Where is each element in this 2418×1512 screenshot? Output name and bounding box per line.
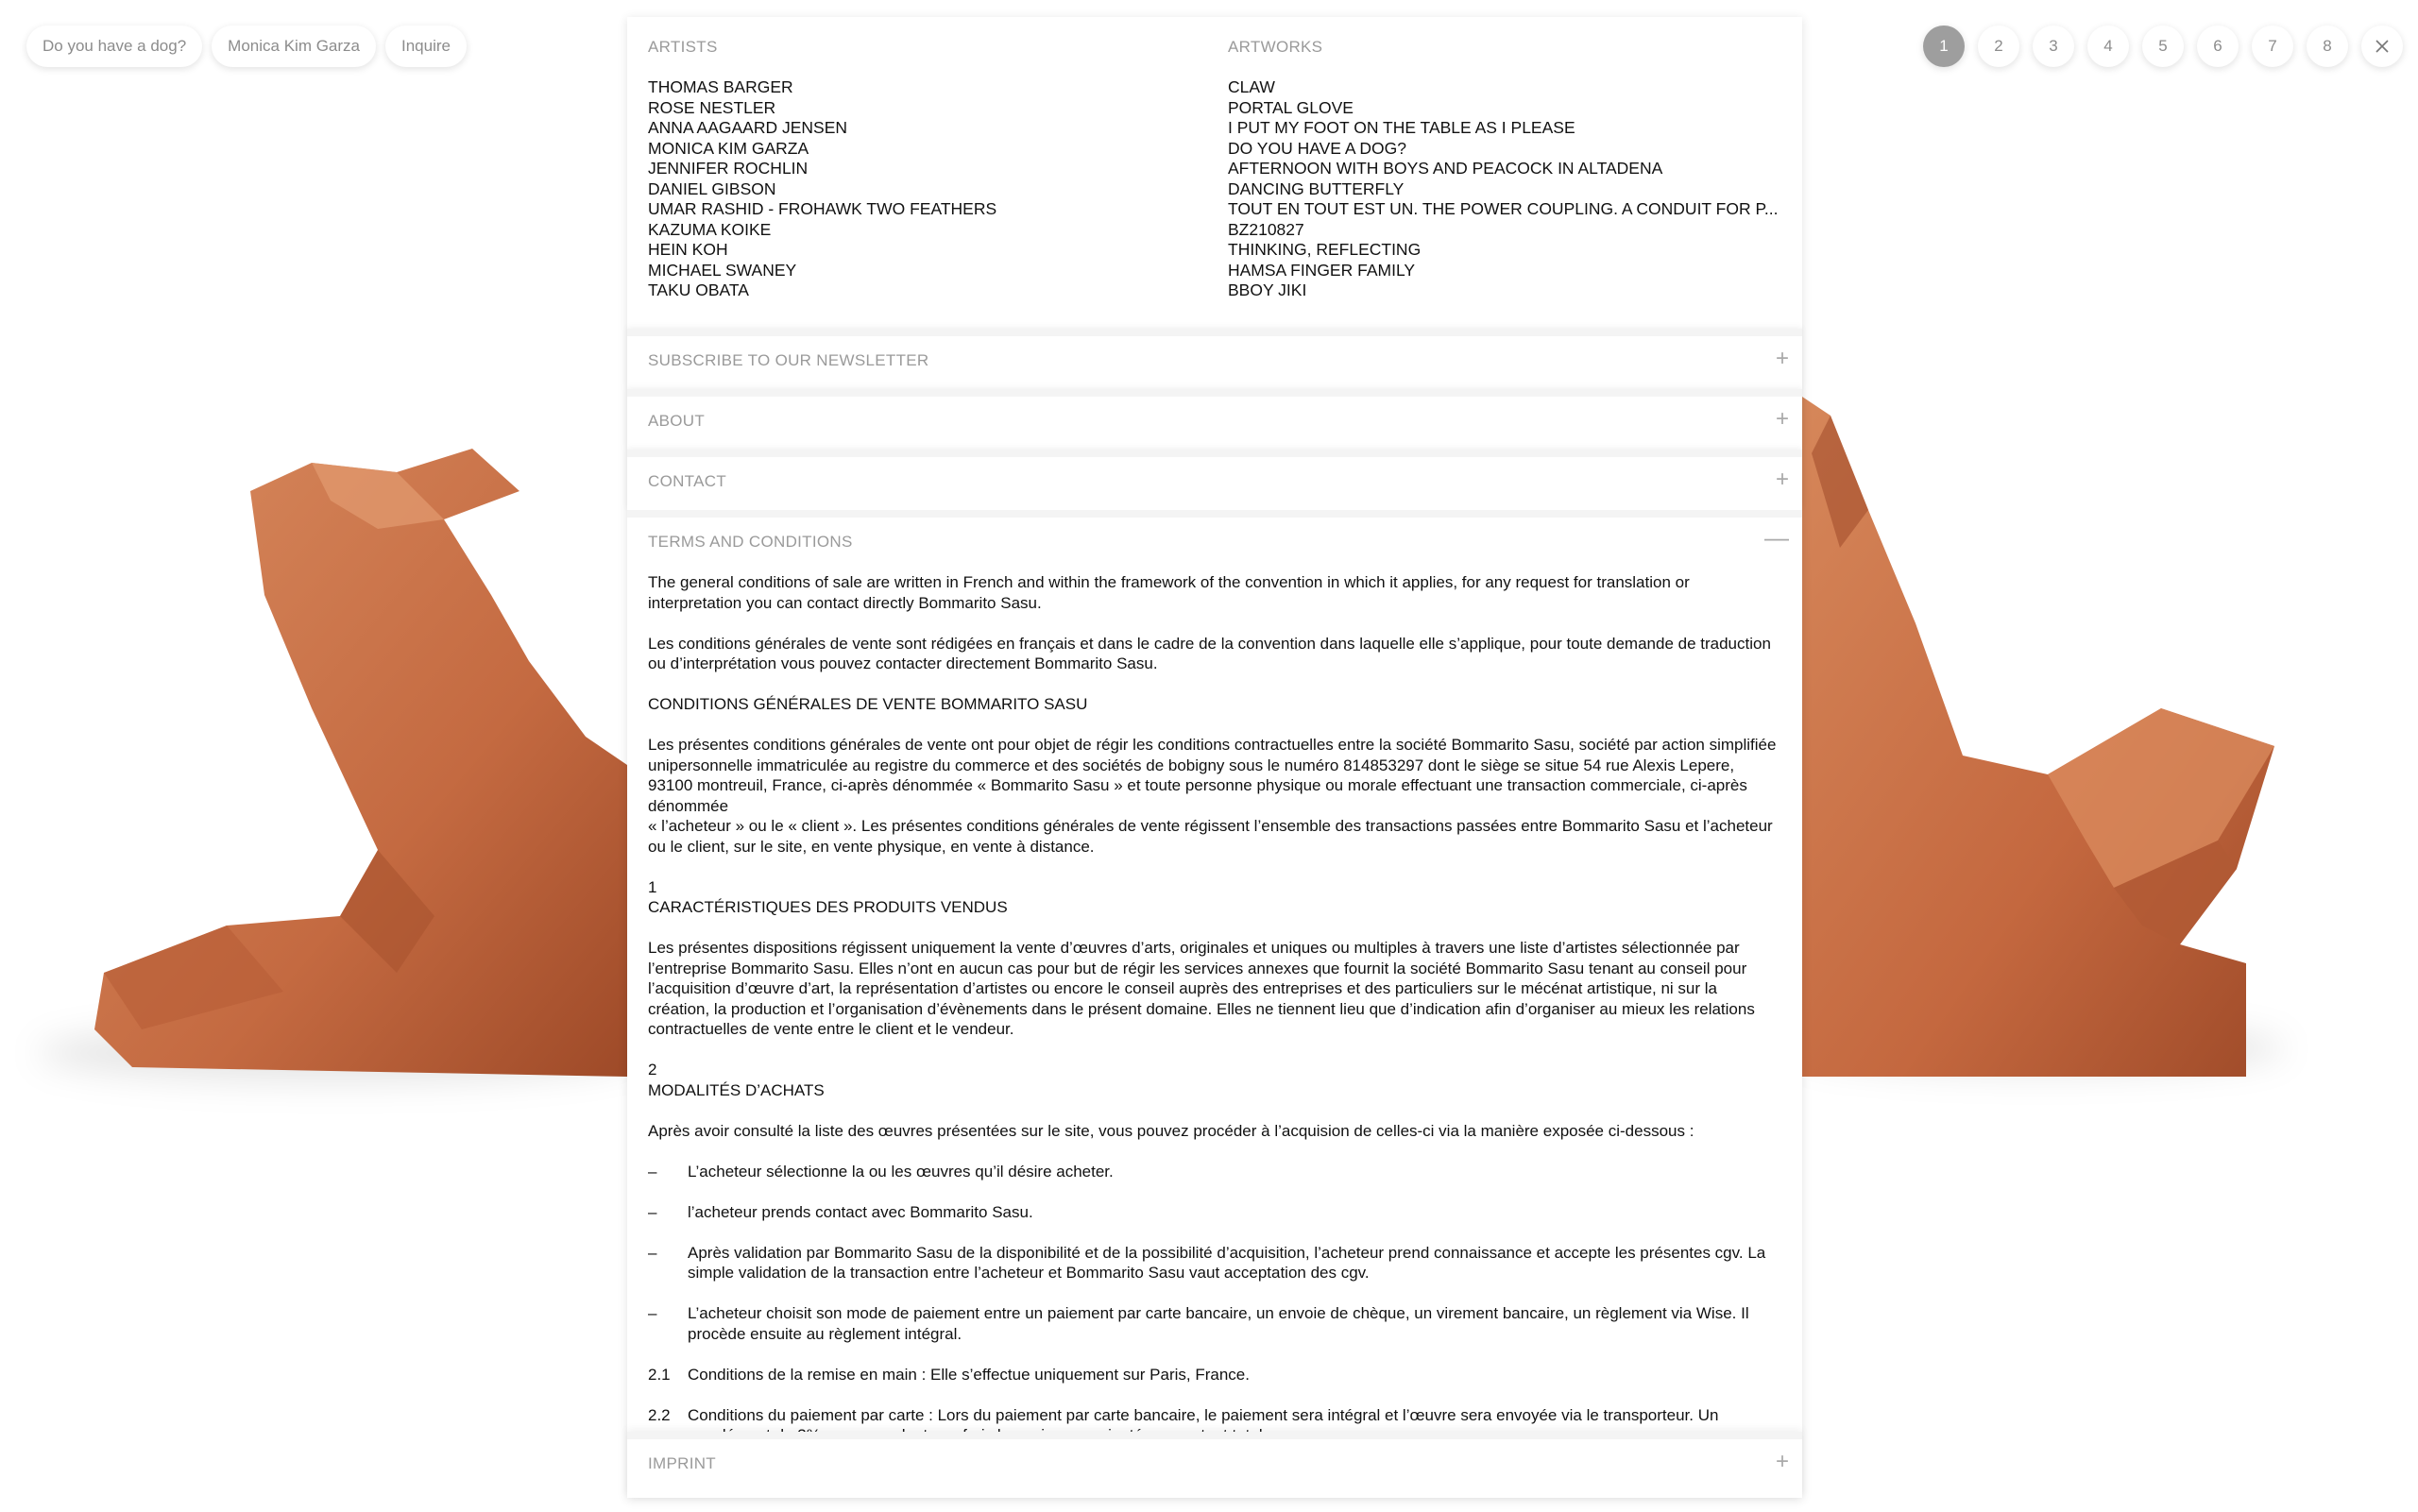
- list-item: [648, 1243, 1781, 1283]
- artist-link[interactable]: HEIN KOH: [648, 240, 728, 259]
- page-pager: [1923, 25, 2403, 67]
- artworks-column: [1228, 38, 1785, 301]
- terms-paragraph: Les présentes conditions générales de vente ont pour objet de régir les conditions contractuelles entre la société Bommarito Sasu, société par action simplifiée unipersonnelle immatriculée au registre du commerce et des sociétés de bobigny sous le numéro 814853297 dont le siège se situe 54 rue Alexis Lepere, 93100 montreuil, France, ci-après dénommée « Bommarito Sasu » et toute personne physique ou morale effectuant une transaction commerciale, ci-après dénommée: [648, 736, 1777, 815]
- artwork-link[interactable]: HAMSA FINGER FAMILY: [1228, 260, 1416, 280]
- terms-paragraph: Après avoir consulté la liste des œuvres présentées sur le site, vous pouvez procéder à l’acquision de celles-ci via la manière exposée ci-dessous :: [648, 1121, 1694, 1140]
- artist-link[interactable]: KAZUMA KOIKE: [648, 219, 772, 239]
- page-button-3[interactable]: 3: [2033, 25, 2074, 67]
- clay-sculpture-left: [0, 425, 642, 1086]
- close-icon: [2375, 39, 2390, 54]
- artwork-link[interactable]: BBOY JIKI: [1228, 280, 1307, 299]
- artist-name-pill[interactable]: Monica Kim Garza: [212, 25, 376, 67]
- list-item-text: l’acheteur prends contact avec Bommarito Sasu.: [688, 1202, 1033, 1221]
- plus-icon: +: [1775, 467, 1789, 492]
- minus-icon[interactable]: —: [1764, 523, 1789, 552]
- item-number: 2.1: [648, 1365, 671, 1384]
- artwork-link[interactable]: DO YOU HAVE A DOG?: [1228, 138, 1406, 158]
- imprint-section-header[interactable]: [627, 1432, 1802, 1498]
- artwork-link[interactable]: TOUT EN TOUT EST UN. THE POWER COUPLING. A CONDUIT FOR P...: [1228, 199, 1779, 218]
- section-heading: CARACTÉRISTIQUES DES PRODUITS VENDUS: [648, 898, 1008, 916]
- terms-paragraph: Les conditions générales de vente sont rédigées en français et dans le cadre de la convention dans laquelle elle s’applique, pour toute demande de traduction ou d’interprétation vous pouvez contacter directement Bommarito Sasu.: [648, 634, 1771, 672]
- close-button[interactable]: [2361, 25, 2403, 67]
- contact-title: CONTACT: [648, 472, 726, 490]
- page-button-2[interactable]: 2: [1978, 25, 2019, 67]
- inquire-button[interactable]: Inquire: [385, 25, 467, 67]
- artist-link[interactable]: JENNIFER ROCHLIN: [648, 159, 809, 178]
- list-item-text: L’acheteur choisit son mode de paiement entre un paiement par carte bancaire, un envoie de chèque, un virement bancaire, un règlement via Wise. Il procède ensuite au règlement intégral.: [688, 1304, 1749, 1343]
- list-item: [648, 1202, 1781, 1223]
- list-item-text: Conditions de la remise en main : Elle s’effectue uniquement sur Paris, France.: [688, 1365, 1250, 1384]
- list-item-text: Conditions du paiement par carte : Lors du paiement par carte bancaire, le paiement sera intégral et l’œuvre sera envoyée via le transporteur. Un: [688, 1405, 1719, 1424]
- imprint-title: IMPRINT: [648, 1454, 716, 1472]
- dash-marker: –: [648, 1162, 657, 1181]
- artwork-title-pill[interactable]: Do you have a dog?: [26, 25, 202, 67]
- plus-icon: +: [1775, 1449, 1789, 1474]
- artist-link[interactable]: ANNA AAGAARD JENSEN: [648, 118, 848, 137]
- artist-link[interactable]: MONICA KIM GARZA: [648, 138, 809, 158]
- about-title: ABOUT: [648, 412, 706, 430]
- artwork-link[interactable]: AFTERNOON WITH BOYS AND PEACOCK IN ALTADENA: [1228, 159, 1663, 178]
- artist-link[interactable]: THOMAS BARGER: [648, 77, 793, 96]
- item-number: 2.2: [648, 1405, 671, 1424]
- artworks-heading: ARTWORKS: [1228, 38, 1323, 56]
- section-number: 2: [648, 1061, 657, 1079]
- artwork-link[interactable]: PORTAL GLOVE: [1228, 97, 1354, 117]
- section-heading: MODALITÉS D’ACHATS: [648, 1080, 825, 1099]
- section-number: 1: [648, 877, 657, 896]
- artwork-link[interactable]: CLAW: [1228, 77, 1275, 96]
- list-item: [648, 1162, 1781, 1182]
- artist-link[interactable]: UMAR RASHID - FROHAWK TWO FEATHERS: [648, 199, 997, 218]
- artists-heading: ARTISTS: [648, 38, 718, 56]
- terms-title[interactable]: TERMS AND CONDITIONS: [648, 533, 853, 551]
- terms-heading: CONDITIONS GÉNÉRALES DE VENTE BOMMARITO SASU: [648, 695, 1088, 713]
- list-item: [648, 1365, 1781, 1385]
- artwork-link[interactable]: DANCING BUTTERFLY: [1228, 178, 1405, 198]
- terms-paragraph: Les présentes dispositions régissent uniquement la vente d’œuvres d’arts, originales et uniques ou multiples à travers une liste d’artistes sélectionnée par l’entreprise Bommarito Sasu. Elles n’ont en aucun cas pour but de régir les services annexes que fournit la société Bommarito Sasu tenant au conseil pour l’acquisition d’œuvre d’art, la représentation d’artistes ou encore le conseil auprès des entreprises et des particuliers sur le mécénat artistique, ni sur la création, la production et l’organisation d’évènements dans le présent domaine. Elles ne tiennent lieu que d’indication afin d’organiser au mieux les relations contractuelles de vente entre le client et le vendeur.: [648, 939, 1755, 1038]
- terms-body: [648, 572, 1781, 1451]
- about-section-header[interactable]: [627, 389, 1802, 450]
- page-button-1[interactable]: 1: [1923, 25, 1965, 67]
- artwork-link[interactable]: BZ210827: [1228, 219, 1304, 239]
- info-panel: [627, 17, 1802, 1498]
- list-item-text: Après validation par Bommarito Sasu de la disponibilité et de la possibilité d’acquisition, l’acheteur prend connaissance et accepte les présentes cgv. La simple validation de la transaction entre l’acheteur et Bommarito Sasu vaut acceptation des cgv.: [688, 1243, 1766, 1282]
- newsletter-title: SUBSCRIBE TO OUR NEWSLETTER: [648, 351, 929, 369]
- plus-icon: +: [1775, 406, 1789, 432]
- artist-link[interactable]: ROSE NESTLER: [648, 97, 776, 117]
- artist-link[interactable]: MICHAEL SWANEY: [648, 260, 797, 280]
- page-button-4[interactable]: 4: [2087, 25, 2129, 67]
- plus-icon: +: [1775, 346, 1789, 371]
- dash-marker: –: [648, 1243, 657, 1262]
- newsletter-section-header[interactable]: [627, 329, 1802, 389]
- terms-paragraph: The general conditions of sale are written in French and within the framework of the convention in which it applies, for any request for translation or interpretation you can contact directly Bommarito Sasu.: [648, 573, 1690, 612]
- artists-column: [648, 38, 996, 301]
- list-item: [648, 1303, 1781, 1344]
- dash-marker: –: [648, 1304, 657, 1322]
- index-section: [627, 17, 1802, 329]
- terms-paragraph: « l’acheteur » ou le « client ». Les présentes conditions générales de vente régissent l’ensemble des transactions passées entre Bommarito Sasu et l’acheteur ou le client, sur le site, en vente physique, en vente à distance.: [648, 817, 1773, 856]
- dash-marker: –: [648, 1202, 657, 1221]
- list-item-text: L’acheteur sélectionne la ou les œuvres qu’il désire acheter.: [688, 1162, 1114, 1181]
- terms-section: [627, 510, 1802, 1451]
- page-button-8[interactable]: 8: [2307, 25, 2348, 67]
- page-button-6[interactable]: 6: [2197, 25, 2239, 67]
- page-button-5[interactable]: 5: [2142, 25, 2184, 67]
- clay-sculpture-right: [1802, 397, 2293, 1077]
- page-button-7[interactable]: 7: [2252, 25, 2293, 67]
- artist-link[interactable]: DANIEL GIBSON: [648, 178, 776, 198]
- contact-section-header[interactable]: [627, 450, 1802, 510]
- artwork-link[interactable]: THINKING, REFLECTING: [1228, 240, 1422, 259]
- artwork-link[interactable]: I PUT MY FOOT ON THE TABLE AS I PLEASE: [1228, 118, 1575, 137]
- context-pills: [26, 25, 467, 67]
- artist-link[interactable]: TAKU OBATA: [648, 280, 749, 299]
